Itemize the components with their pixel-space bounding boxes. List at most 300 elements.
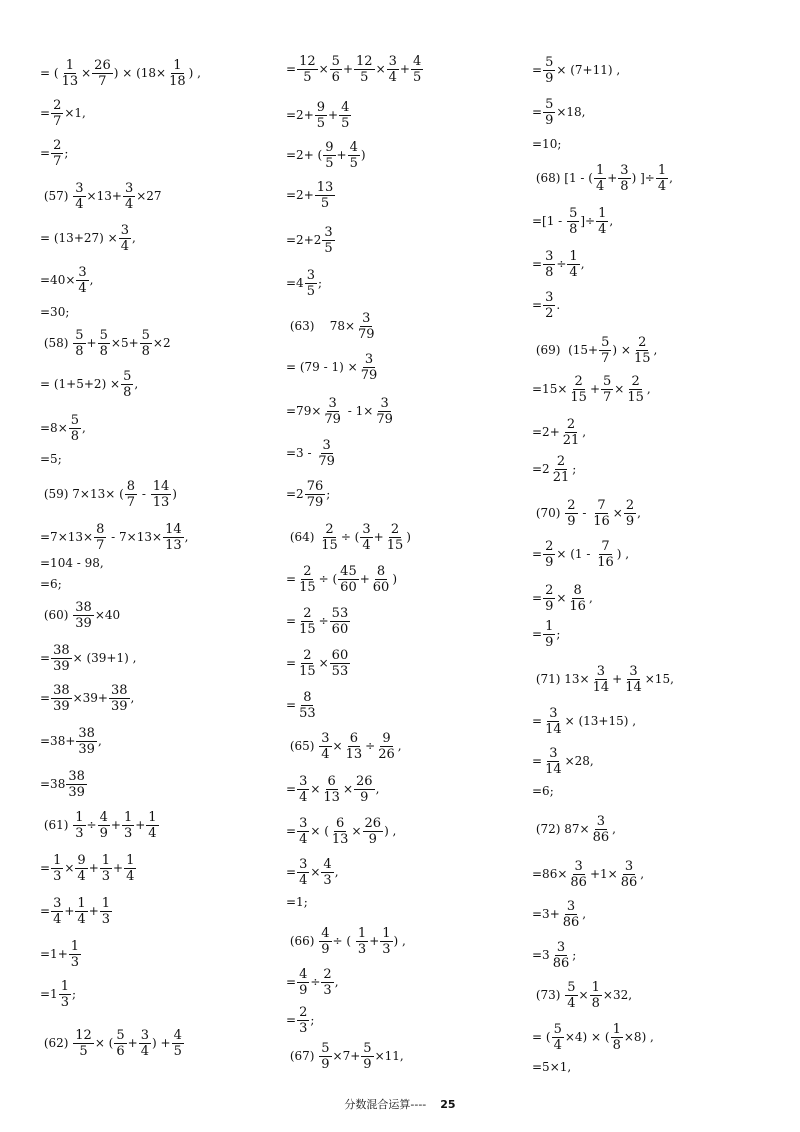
expression-text: ; xyxy=(572,948,577,962)
fraction-numerator: 38 xyxy=(53,682,70,698)
fraction-denominator: 79 xyxy=(358,326,375,342)
expression-text: = (13+27) × xyxy=(40,231,118,245)
expression-text: =2+2 xyxy=(286,233,322,247)
fraction-denominator: 79 xyxy=(324,411,341,427)
fraction-denominator: 5 xyxy=(306,283,315,299)
fraction-numerator: 2 xyxy=(545,582,554,598)
fraction xyxy=(146,810,158,841)
fraction xyxy=(114,1028,126,1059)
expression-text: ]÷ xyxy=(580,214,596,228)
fraction-denominator: 3 xyxy=(60,994,69,1010)
fraction-denominator: 39 xyxy=(68,784,85,800)
expression-line xyxy=(532,706,636,737)
expression-line xyxy=(40,979,76,1010)
fraction xyxy=(387,54,399,85)
expression-text: ×18, xyxy=(556,105,586,119)
expression-text: =1 xyxy=(40,987,58,1001)
fraction-denominator: 9 xyxy=(360,789,369,805)
fraction-denominator: 60 xyxy=(372,579,390,595)
fraction xyxy=(321,774,342,805)
fraction-numerator: 2 xyxy=(638,334,647,350)
expression-line xyxy=(532,454,576,485)
fraction xyxy=(591,498,612,529)
fraction-numerator: 2 xyxy=(299,1004,308,1020)
expression-text: × ( xyxy=(94,1036,114,1050)
fraction xyxy=(376,731,397,762)
fraction-numerator: 2 xyxy=(53,97,62,113)
fraction-numerator: 3 xyxy=(596,813,605,829)
expression-text: , xyxy=(640,867,645,881)
fraction-numerator: 12 xyxy=(299,53,316,69)
fraction xyxy=(305,268,317,299)
expression-text: × xyxy=(310,865,321,879)
fraction xyxy=(297,774,309,805)
fraction-denominator: 9 xyxy=(545,598,554,614)
fraction xyxy=(567,583,588,614)
expression-text: (65) xyxy=(286,739,319,753)
fraction-denominator: 4 xyxy=(77,911,86,927)
fraction-numerator: 1 xyxy=(357,925,367,941)
expression-text: ) xyxy=(406,530,411,544)
expression-text: ; xyxy=(326,487,331,501)
expression-text: + xyxy=(607,171,618,185)
expression-text: , xyxy=(653,343,658,357)
fraction-numerator: 3 xyxy=(124,180,134,196)
expression-text: ) × (18× xyxy=(113,66,167,80)
fraction xyxy=(330,606,351,637)
expression-text: × xyxy=(81,66,92,80)
expression-text: ; xyxy=(572,462,577,476)
expression-text: × xyxy=(351,824,362,838)
fraction-denominator: 4 xyxy=(362,537,371,553)
fraction-numerator: 53 xyxy=(331,605,349,621)
expression-text: =15× xyxy=(532,382,568,396)
fraction xyxy=(319,731,331,762)
expression-text: =6; xyxy=(40,577,62,591)
fraction xyxy=(315,180,336,211)
expression-line xyxy=(286,311,378,342)
fraction-numerator: 8 xyxy=(303,689,312,705)
fraction-denominator: 5 xyxy=(325,155,334,171)
expression-text: , xyxy=(334,975,339,989)
fraction xyxy=(361,1041,373,1072)
expression-text: , xyxy=(669,171,673,185)
fraction-denominator: 14 xyxy=(592,679,610,695)
fraction xyxy=(73,328,85,359)
expression-text: , xyxy=(82,421,86,435)
fraction xyxy=(76,265,88,296)
column-left xyxy=(40,0,290,1080)
fraction xyxy=(356,926,368,957)
fraction xyxy=(619,859,640,890)
fraction xyxy=(618,163,630,194)
fraction-numerator: 4 xyxy=(323,856,332,872)
fraction xyxy=(356,311,377,342)
expression-text: (62) xyxy=(40,1036,73,1050)
fraction-numerator: 5 xyxy=(141,327,150,343)
fraction-denominator: 7 xyxy=(96,537,105,553)
expression-text: , xyxy=(375,782,380,796)
fraction xyxy=(632,335,653,366)
expression-line xyxy=(286,926,406,957)
expression-text: = (1+5+2) × xyxy=(40,377,121,391)
expression-line xyxy=(40,896,113,927)
fraction xyxy=(151,479,172,510)
fraction-numerator: 2 xyxy=(53,137,62,153)
fraction xyxy=(359,352,380,383)
expression-text: ) , xyxy=(393,934,406,948)
fraction-denominator: 15 xyxy=(299,663,316,679)
expression-text: =7×13× xyxy=(40,530,94,544)
fraction-denominator: 79 xyxy=(318,453,335,469)
expression-line xyxy=(532,374,651,405)
expression-line xyxy=(40,556,104,570)
fraction xyxy=(73,181,85,212)
fraction-numerator: 7 xyxy=(597,497,606,513)
fraction-denominator: 18 xyxy=(169,73,186,89)
fraction-numerator: 1 xyxy=(545,618,554,634)
expression-text: ) xyxy=(172,487,177,501)
expression-line xyxy=(532,1022,654,1053)
fraction xyxy=(348,140,360,171)
fraction-numerator: 76 xyxy=(306,478,324,494)
expression-line xyxy=(532,290,560,321)
fraction xyxy=(323,140,335,171)
fraction-denominator: 4 xyxy=(388,69,397,85)
fraction-numerator: 5 xyxy=(70,412,80,428)
fraction-numerator: 4 xyxy=(349,139,358,155)
expression-line xyxy=(532,1060,571,1074)
fraction-denominator: 21 xyxy=(552,469,570,485)
expression-line xyxy=(40,683,134,714)
fraction-denominator: 86 xyxy=(570,874,587,890)
expression-text: +1× xyxy=(589,867,618,881)
fraction-denominator: 9 xyxy=(545,70,554,86)
fraction-numerator: 5 xyxy=(603,373,612,389)
fraction-denominator: 4 xyxy=(299,789,308,805)
fraction xyxy=(51,138,63,169)
fraction xyxy=(551,940,572,971)
fraction-numerator: 2 xyxy=(303,563,312,579)
fraction xyxy=(354,54,375,85)
fraction-numerator: 8 xyxy=(96,521,105,537)
fraction-numerator: 3 xyxy=(362,521,371,537)
expression-text: × xyxy=(614,382,625,396)
expression-text: + xyxy=(369,934,380,948)
fraction-numerator: 1 xyxy=(598,205,607,221)
fraction-denominator: 8 xyxy=(591,995,600,1011)
fraction-denominator: 4 xyxy=(657,178,667,194)
expression-line xyxy=(532,899,586,930)
fraction-denominator: 15 xyxy=(321,537,338,553)
expression-line xyxy=(286,731,402,762)
fraction xyxy=(565,980,577,1011)
fraction-denominator: 15 xyxy=(386,537,404,553)
fraction-numerator: 3 xyxy=(299,815,308,831)
expression-text: ) xyxy=(360,148,366,162)
expression-line xyxy=(40,223,136,254)
expression-text: , xyxy=(637,506,641,520)
fraction xyxy=(338,564,359,595)
fraction-numerator: 5 xyxy=(553,1021,562,1037)
expression-text: =1; xyxy=(286,895,308,909)
fraction-denominator: 4 xyxy=(299,831,308,847)
expression-line xyxy=(40,265,94,296)
expression-text: , xyxy=(97,734,102,748)
expression-text: + xyxy=(64,904,75,918)
fraction-numerator: 8 xyxy=(376,563,386,579)
expression-text: ) , xyxy=(616,547,630,561)
expression-text: , xyxy=(588,591,593,605)
expression-text: = xyxy=(286,656,297,670)
expression-text: = xyxy=(532,298,543,312)
fraction xyxy=(69,413,81,444)
expression-text: + xyxy=(88,861,99,875)
fraction-numerator: 3 xyxy=(596,663,605,679)
expression-text: =2 xyxy=(532,462,550,476)
expression-text: =3+ xyxy=(532,907,560,921)
page-footer xyxy=(0,1096,800,1112)
fraction-numerator: 4 xyxy=(99,809,108,825)
fraction-numerator: 3 xyxy=(545,248,554,264)
expression-text: - xyxy=(138,487,150,501)
expression-text: = xyxy=(286,614,297,628)
fraction-denominator: 4 xyxy=(78,280,87,296)
fraction-numerator: 3 xyxy=(629,663,638,679)
fraction-denominator: 3 xyxy=(123,825,133,841)
expression-text: + xyxy=(113,861,124,875)
fraction-denominator: 6 xyxy=(331,69,340,85)
fraction-numerator: 3 xyxy=(380,395,389,411)
expression-line xyxy=(532,163,673,194)
fraction xyxy=(567,249,579,280)
expression-text: ×8) , xyxy=(623,1030,654,1044)
fraction-denominator: 14 xyxy=(545,761,562,777)
fraction xyxy=(656,163,668,194)
fraction-denominator: 7 xyxy=(601,350,610,366)
fraction-denominator: 16 xyxy=(593,513,610,529)
fraction-denominator: 4 xyxy=(120,238,129,254)
expression-line xyxy=(40,769,88,800)
fraction-numerator: 6 xyxy=(336,815,345,831)
fraction-denominator: 4 xyxy=(553,1037,562,1053)
expression-line xyxy=(40,1028,185,1059)
fraction xyxy=(624,498,636,529)
fraction-numerator: 12 xyxy=(75,1027,92,1043)
fraction xyxy=(163,522,184,553)
expression-text: ; xyxy=(64,146,69,160)
expression-text: ÷ ( xyxy=(340,530,360,544)
fraction-denominator: 15 xyxy=(633,350,651,366)
fraction-numerator: 3 xyxy=(53,895,62,911)
fraction-denominator: 5 xyxy=(79,1043,88,1059)
fraction-denominator: 4 xyxy=(569,264,578,280)
fraction-numerator: 2 xyxy=(303,605,312,621)
fraction xyxy=(51,683,72,714)
expression-line xyxy=(532,417,586,448)
expression-line xyxy=(286,1041,404,1072)
fraction xyxy=(109,683,130,714)
expression-text: ×5+ xyxy=(110,336,139,350)
fraction-denominator: 5 xyxy=(324,240,333,256)
expression-line xyxy=(286,140,366,171)
expression-line xyxy=(40,369,138,400)
expression-text: + xyxy=(589,382,600,396)
expression-text: ÷ xyxy=(310,975,321,989)
fraction-numerator: 6 xyxy=(349,730,359,746)
fraction-numerator: 2 xyxy=(390,521,400,537)
expression-text: (68) [1 - ( xyxy=(532,171,593,185)
expression-text: ÷ xyxy=(365,739,376,753)
fraction xyxy=(611,1022,623,1053)
expression-text: ) + xyxy=(152,1036,171,1050)
fraction-numerator: 2 xyxy=(325,521,334,537)
expression-text: ; xyxy=(71,987,77,1001)
fraction xyxy=(330,54,342,85)
fraction-denominator: 4 xyxy=(53,911,62,927)
expression-text: = xyxy=(532,257,543,271)
fraction xyxy=(321,967,333,998)
fraction-numerator: 1 xyxy=(595,162,605,178)
expression-line xyxy=(40,138,68,169)
fraction-numerator: 60 xyxy=(331,647,349,663)
fraction xyxy=(591,814,612,845)
page-number: 25 xyxy=(440,1098,456,1111)
expression-text: , xyxy=(334,865,339,879)
expression-text: + xyxy=(336,148,347,162)
expression-text: ×11, xyxy=(374,1049,404,1063)
expression-text: + xyxy=(110,818,121,832)
expression-text: ÷ xyxy=(318,614,329,628)
expression-line xyxy=(532,814,616,845)
fraction-denominator: 8 xyxy=(99,343,108,359)
fraction-denominator: 13 xyxy=(61,73,79,89)
fraction-denominator: 3 xyxy=(357,941,367,957)
expression-text: = xyxy=(286,1013,297,1027)
expression-text: × xyxy=(64,861,75,875)
fraction xyxy=(297,1005,309,1036)
fraction-denominator: 8 xyxy=(545,264,554,280)
expression-line xyxy=(286,522,411,553)
expression-line xyxy=(532,97,585,128)
fraction-numerator: 5 xyxy=(99,327,108,343)
fraction-numerator: 2 xyxy=(631,373,640,389)
expression-text: = xyxy=(286,824,297,838)
fraction-denominator: 3 xyxy=(75,825,84,841)
expression-text: + xyxy=(86,336,97,350)
fraction-denominator: 3 xyxy=(299,1020,308,1036)
expression-text: =5×1, xyxy=(532,1060,572,1074)
fraction xyxy=(601,374,613,405)
expression-text: (73) xyxy=(532,988,565,1002)
fraction xyxy=(363,816,384,847)
fraction-numerator: 1 xyxy=(60,978,69,994)
expression-text: = xyxy=(532,714,543,728)
fraction xyxy=(297,606,318,637)
expression-line xyxy=(286,648,351,679)
fraction xyxy=(123,181,135,212)
fraction-numerator: 3 xyxy=(549,705,558,721)
fraction-numerator: 1 xyxy=(101,852,111,868)
fraction xyxy=(92,58,113,89)
expression-line xyxy=(286,895,308,909)
expression-text: = xyxy=(532,627,543,641)
fraction xyxy=(385,522,406,553)
expression-line xyxy=(40,305,69,319)
fraction-denominator: 26 xyxy=(378,746,395,762)
fraction-denominator: 86 xyxy=(620,874,638,890)
expression-text: , xyxy=(580,257,585,271)
fraction-denominator: 15 xyxy=(570,389,587,405)
fraction xyxy=(543,55,555,86)
expression-text: × xyxy=(578,988,589,1002)
fraction xyxy=(360,522,372,553)
fraction-denominator: 9 xyxy=(321,941,330,957)
fraction-numerator: 1 xyxy=(53,852,62,868)
expression-text: ; xyxy=(310,1013,315,1027)
fraction xyxy=(316,438,337,469)
fraction-denominator: 3 xyxy=(53,868,62,884)
fraction-denominator: 5 xyxy=(349,155,358,171)
fraction-numerator: 3 xyxy=(364,351,374,367)
expression-text: =8× xyxy=(40,421,68,435)
fraction-denominator: 3 xyxy=(323,982,332,998)
fraction xyxy=(51,896,63,927)
fraction-numerator: 3 xyxy=(574,858,583,874)
expression-line xyxy=(40,328,171,359)
expression-line xyxy=(286,225,336,256)
fraction-numerator: 26 xyxy=(364,815,382,831)
expression-line xyxy=(286,857,339,888)
fraction-denominator: 79 xyxy=(376,411,393,427)
expression-line xyxy=(286,690,319,721)
fraction xyxy=(543,746,564,777)
fraction-denominator: 86 xyxy=(592,829,610,845)
fraction-numerator: 3 xyxy=(324,224,333,240)
expression-text: , xyxy=(582,425,587,439)
expression-text: = xyxy=(286,975,297,989)
expression-text: = xyxy=(40,146,51,160)
fraction-denominator: 5 xyxy=(316,115,326,131)
fraction-numerator: 3 xyxy=(545,289,554,305)
fraction-denominator: 8 xyxy=(620,178,629,194)
fraction-numerator: 5 xyxy=(545,96,554,112)
expression-line xyxy=(286,268,322,299)
expression-text: =2+ xyxy=(532,425,560,439)
fraction xyxy=(100,853,112,884)
fraction-denominator: 39 xyxy=(53,658,70,674)
fraction-numerator: 38 xyxy=(111,682,128,698)
fraction xyxy=(51,853,63,884)
fraction xyxy=(330,816,351,847)
expression-text: = xyxy=(40,651,51,665)
expression-text: + xyxy=(612,672,623,686)
fraction-denominator: 15 xyxy=(299,579,316,595)
expression-line xyxy=(40,810,160,841)
fraction-numerator: 5 xyxy=(545,54,554,70)
fraction-numerator: 3 xyxy=(75,180,84,196)
column-middle xyxy=(286,0,536,1080)
fraction xyxy=(625,374,646,405)
fraction xyxy=(73,1028,94,1059)
expression-line xyxy=(286,967,339,998)
fraction xyxy=(551,454,572,485)
fraction-numerator: 9 xyxy=(325,139,334,155)
column-right xyxy=(532,0,782,1080)
fraction xyxy=(121,369,133,400)
fraction-denominator: 3 xyxy=(101,911,111,927)
expression-text: (60) xyxy=(40,608,73,622)
